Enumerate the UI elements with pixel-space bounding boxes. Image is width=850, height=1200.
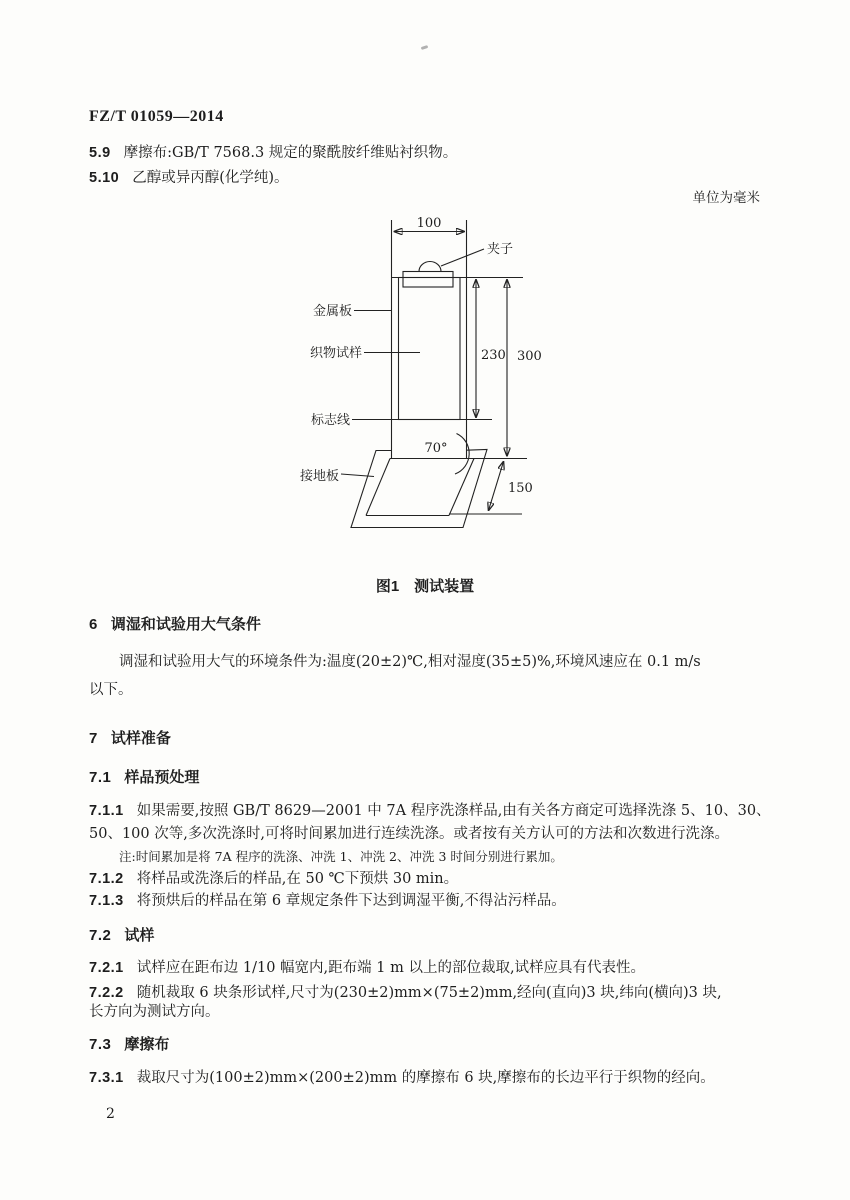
section-number: 7.3 (89, 1036, 112, 1053)
section-number: 7.2 (89, 927, 112, 944)
clause-text: 摩擦布:GB/T 7568.3 规定的聚酰胺纤维贴衬织物。 (123, 145, 458, 161)
section-6-paragraph-line2: 以下。 (89, 682, 133, 698)
clause-7-2-1 (89, 956, 645, 977)
clause-7-2-2-line2: 长方向为测试方向。 (89, 1004, 220, 1020)
clause-5-9 (89, 141, 457, 162)
dim-label-width: 100 (416, 216, 442, 231)
clause-number: 7.2.1 (89, 960, 124, 976)
clause-number: 5.9 (89, 145, 111, 161)
unit-note: 单位为毫米 (692, 190, 760, 206)
figure-caption: 图1 测试装置 (375, 578, 475, 595)
section-number: 7.1 (89, 769, 112, 786)
section-7-3-heading (89, 1033, 169, 1054)
clause-7-1-1-line1 (89, 799, 771, 820)
clause-number: 5.10 (89, 170, 120, 186)
clause-number: 7.1.1 (89, 803, 124, 819)
clause-7-1-1-note: 注:时间累加是将 7A 程序的洗涤、冲洗 1、冲洗 2、冲洗 3 时间分别进行累加。 (119, 849, 563, 864)
section-title: 摩擦布 (124, 1036, 170, 1053)
clamp-shape (403, 249, 484, 287)
dim-label-angle: 70° (424, 441, 448, 456)
dim-label-base-depth: 150 (508, 481, 533, 496)
clause-text: 将样品或洗涤后的样品,在 50 ℃下预烘 30 min。 (136, 871, 459, 887)
clause-7-1-3 (89, 889, 566, 910)
dim-angle-and-depth (455, 434, 504, 511)
clause-text: 裁取尺寸为(100±2)mm×(200±2)mm 的摩擦布 6 块,摩擦布的长边平行于织物的经向。 (136, 1070, 715, 1086)
page-number: 2 (106, 1106, 115, 1122)
clause-number: 7.2.2 (89, 985, 124, 1001)
clause-7-2-2-line1 (89, 981, 722, 1002)
dim-heights (476, 280, 507, 457)
clause-7-3-1 (89, 1066, 715, 1087)
label-specimen: 织物试样 (309, 346, 362, 361)
clause-number: 7.3.1 (89, 1070, 124, 1086)
dim-label-total-height: 300 (517, 349, 542, 364)
dim-label-specimen-height: 230 (481, 348, 506, 363)
clause-5-10 (89, 166, 289, 187)
label-mark-line: 标志线 (310, 413, 350, 428)
fabric-specimen-hatch (399, 278, 461, 420)
label-ground-plate: 接地板 (299, 469, 339, 484)
label-clamp: 夹子 (487, 242, 514, 257)
section-7-1-heading (89, 766, 199, 787)
ground-plate-shape (351, 450, 527, 528)
clause-text: 试样应在距布边 1/10 幅宽内,距布端 1 m 以上的部位裁取,试样应具有代表性。 (136, 960, 646, 976)
clause-text: 将预烘后的样品在第 6 章规定条件下达到调湿平衡,不得沾污样品。 (136, 893, 566, 909)
section-number: 6 (89, 616, 98, 633)
clause-number: 7.1.2 (89, 871, 124, 887)
section-title: 试样 (124, 927, 155, 944)
section-6-heading (89, 613, 261, 634)
section-7-heading (89, 727, 171, 748)
section-7-2-heading (89, 924, 154, 945)
clause-text: 随机裁取 6 块条形试样,尺寸为(230±2)mm×(75±2)mm,经向(直向)3 块,纬向(横向)3 块, (136, 985, 722, 1001)
section-title: 调湿和试验用大气条件 (110, 616, 261, 633)
label-metal-plate: 金属板 (312, 304, 352, 319)
standard-number: FZ/T 01059—2014 (89, 108, 224, 125)
section-number: 7 (89, 730, 98, 747)
clause-7-1-2 (89, 867, 458, 888)
section-6-paragraph-line1: 调湿和试验用大气的环境条件为:温度(20±2)℃,相对湿度(35±5)%,环境风速应在 0.1 m/s (119, 654, 701, 670)
section-title: 试样准备 (110, 730, 171, 747)
clause-number: 7.1.3 (89, 893, 124, 909)
figure-test-apparatus (280, 210, 580, 545)
section-title: 样品预处理 (124, 769, 200, 786)
clause-text: 如果需要,按照 GB/T 8629—2001 中 7A 程序洗涤样品,由有关各方商定可选择洗涤 5、10、30、 (136, 803, 771, 819)
clause-7-1-1-line2: 50、100 次等,多次洗涤时,可将时间累加进行连续洗涤。或者按有关方认可的方法和次数进行洗涤。 (89, 826, 729, 842)
scan-speck (421, 45, 429, 50)
clause-text: 乙醇或异丙醇(化学纯)。 (132, 170, 289, 186)
